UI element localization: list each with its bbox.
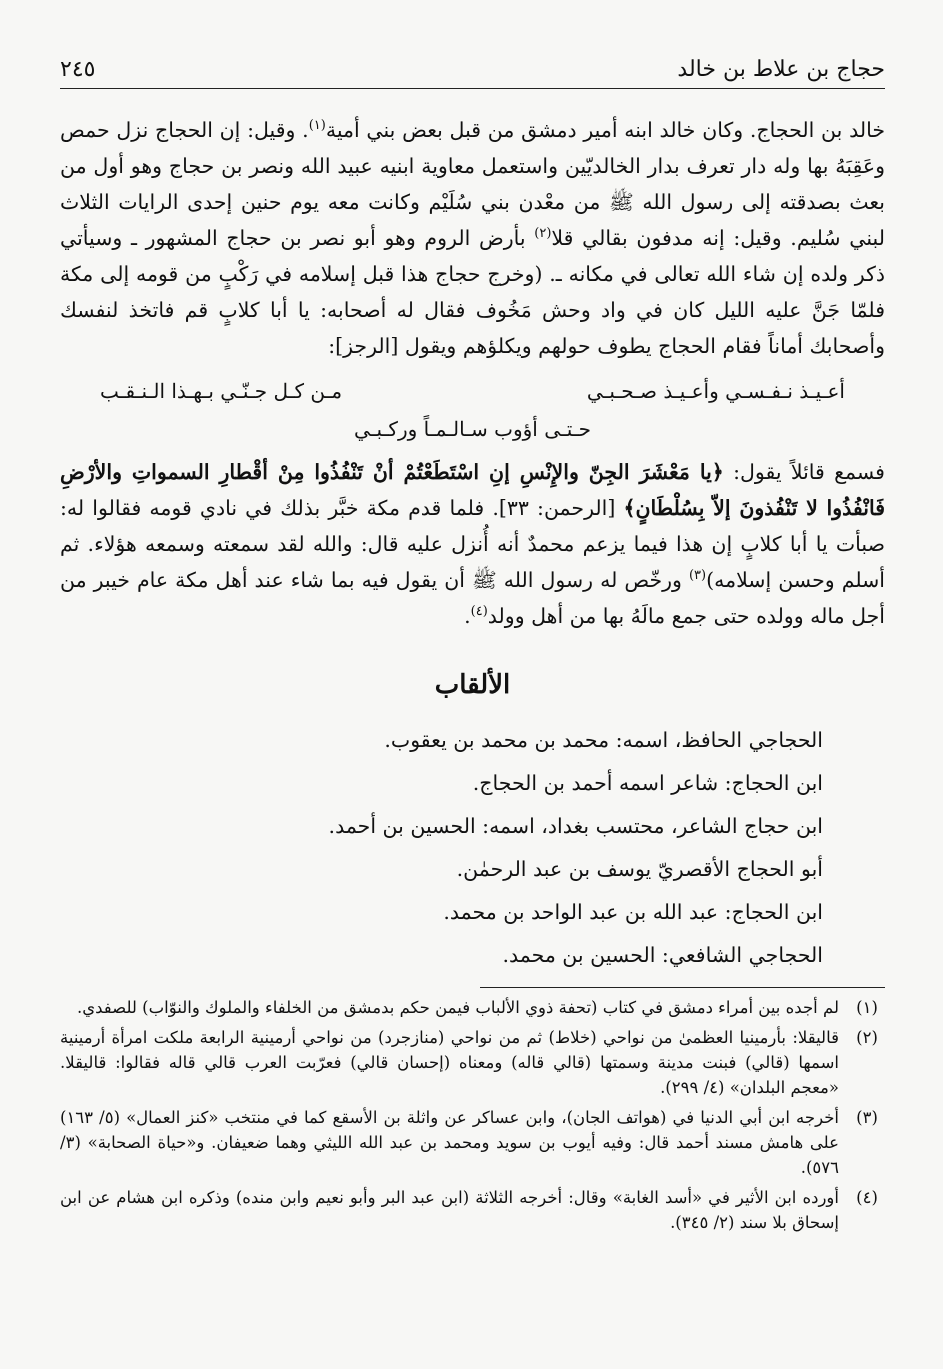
paragraph-1 [60,112,885,364]
paragraph-2-part-a: فسمع قائلاً يقول: [723,460,885,484]
quran-verse: ﴿يا مَعْشَرَ الجِنّ والإِنْسِ إنِ اسْتَطَعْتُمْ أنْ تَنْفُذُوا مِنْ أقْطارِ السمواتِ والأرْضِ فَانْفُذُوا لا تَنْفُذونَ إلاّ بِسُلْطَانٍ﴾ [60,460,886,520]
footnote [60,995,895,1020]
footnote-ref-1: (١) [308,118,326,134]
page-number: ٢٤٥ [60,57,96,82]
footnote [60,1185,895,1235]
footnotes [60,995,895,1240]
footnote-ref-4: (٤) [470,604,488,620]
poem-line-1-first-hemistich: أعـيـذ نـفـسـي وأعـيـذ صـحـبـي [586,379,845,403]
footnote-number: (٣) [856,1108,878,1127]
paragraph-2-part-b: [الرحمن: ٣٣]. فلما قدم مكة خبَّر بذلك في نادي قومه فقالوا له: صبأت يا أبا كلابٍ إن هذا فيما يزعم محمدٌ أنه أُنزل عليه قال: والله لقد سمعته وسمعه هؤلاء. ثم أسلم وحسن إسلامه) [60,496,885,592]
footnote-text: أورده ابن الأثير في «أسد الغابة» وقال: أخرجه الثلاثة (ابن عبد البر وأبو نعيم وابن منده) وذكره ابن هشام عن ابن إسحاق بلا سند (٢/ ٣٤٥). [60,1188,839,1232]
running-title: حجاج بن علاط بن خالد [677,57,885,82]
paragraph-2-part-c: ورخّص له رسول الله ﷺ أن يقول فيه بما شاء عند أهل مكة عام خيبر من أجل ماله وولده حتى جمع مالَهُ بها من أهل وولد [60,568,885,628]
footnote-text: لم أجده بين أمراء دمشق في كتاب (تحفة ذوي الألباب فيمن حكم بدمشق من الخلفاء والملوك والنوّاب) للصفدي. [76,998,839,1017]
paragraph-1-part-c: بأرض الروم وهو أبو نصر بن حجاج المشهور ـ وسيأتي ذكر ولده إن شاء الله تعالى في مكانه ـ. (وخرج حجاج هذا قبل إسلامه في رَكْبٍ من قومه إلى مكة فلمّا جَنَّ عليه الليل كان في واد وحش مَخُوف فقال له أصحابه: يا أبا كلابٍ قم فاتخذ لنفسك وأصحابك أماناً فقام الحجاج يطوف حولهم ويكلؤهم ويقول [الرجز]: [60,226,885,358]
poem-line-1 [100,372,845,410]
alqab-list [60,722,823,980]
paragraph-2 [60,454,885,634]
alqab-entry: أبو الحجاج الأقصريّ يوسف بن عبد الرحمٰن. [456,857,823,881]
paragraph-1-part-b: . وقيل: إن الحجاج نزل حمص وعَقِبَهُ بها وله دار تعرف بدار الخالديّين واستعمل معاوية ابنيه عبيد الله ونصر بن حجاج وهو أول من بعث بصدقته إلى رسول الله ﷺ من معْدن بني سُلَيْم وكانت معه يوم حنين إحدى الرايات الثلاث لبني سُليم. وقيل: إنه مدفون بقالي قلا [60,118,885,250]
footnote-ref-2: (٢) [534,226,552,242]
paragraph-1-part-a: خالد بن الحجاج. وكان خالد ابنه أمير دمشق من قبل بعض بني أمية [325,118,886,142]
footnote-number: (١) [856,998,878,1017]
page-header [60,52,885,89]
poem-line-1-second-hemistich: مـن كـل جـنّـي بـهـذا الـنـقـب [100,379,343,403]
footnote [60,1105,895,1180]
alqab-entry: ابن الحجاج: شاعر اسمه أحمد بن الحجاج. [472,771,823,795]
alqab-entry: الحجاجي الحافظ، اسمه: محمد بن محمد بن يعقوب. [384,728,823,752]
footnote-number: (٢) [856,1028,878,1047]
poem-line-2-text: حـتـى أؤوب سـالـمـاً وركـبـي [354,417,592,441]
footnote-text: قاليقلا: بأرمينيا العظمىٰ من نواحي (خلاط) ثم من نواحي (منازجرد) من نواحي أرمينية الرابعة ملكت امرأة أرمينية اسمها (قالي) فبنت مدينة وسمتها (قالي قاله) ومعناه (إحسان قالي) فعرّبت العرب قالي قاله فقالوا: قاليقلا. «معجم البلدان» (٤/ ٢٩٩). [60,1028,839,1097]
footnote-ref-3: (٣) [688,568,707,584]
main-text [60,112,885,634]
footnote [60,1025,895,1100]
footnote-text: أخرجه ابن أبي الدنيا في (هواتف الجان)، وابن عساكر عن واثلة بن الأسقع كما في منتخب «كنز العمال» (٥/ ١٦٣) على هامش مسند أحمد قال: وفيه أيوب بن سويد ومحمد بن عبد الله الليثي وهما ضعيفان. و«حياة الصحابة» (٣/ ٥٧٦). [60,1108,839,1177]
footnote-divider [480,987,885,988]
footnote-number: (٤) [856,1188,878,1207]
alqab-entry: الحجاجي الشافعي: الحسين بن محمد. [502,943,823,967]
poem-line-2 [100,410,845,448]
alqab-entry: ابن الحجاج: عبد الله بن عبد الواحد بن محمد. [443,900,823,924]
poem [100,372,845,448]
section-title: الألقاب [434,670,511,700]
alqab-entry: ابن حجاج الشاعر، محتسب بغداد، اسمه: الحسين بن أحمد. [328,814,823,838]
paragraph-2-part-d: . [464,604,471,628]
